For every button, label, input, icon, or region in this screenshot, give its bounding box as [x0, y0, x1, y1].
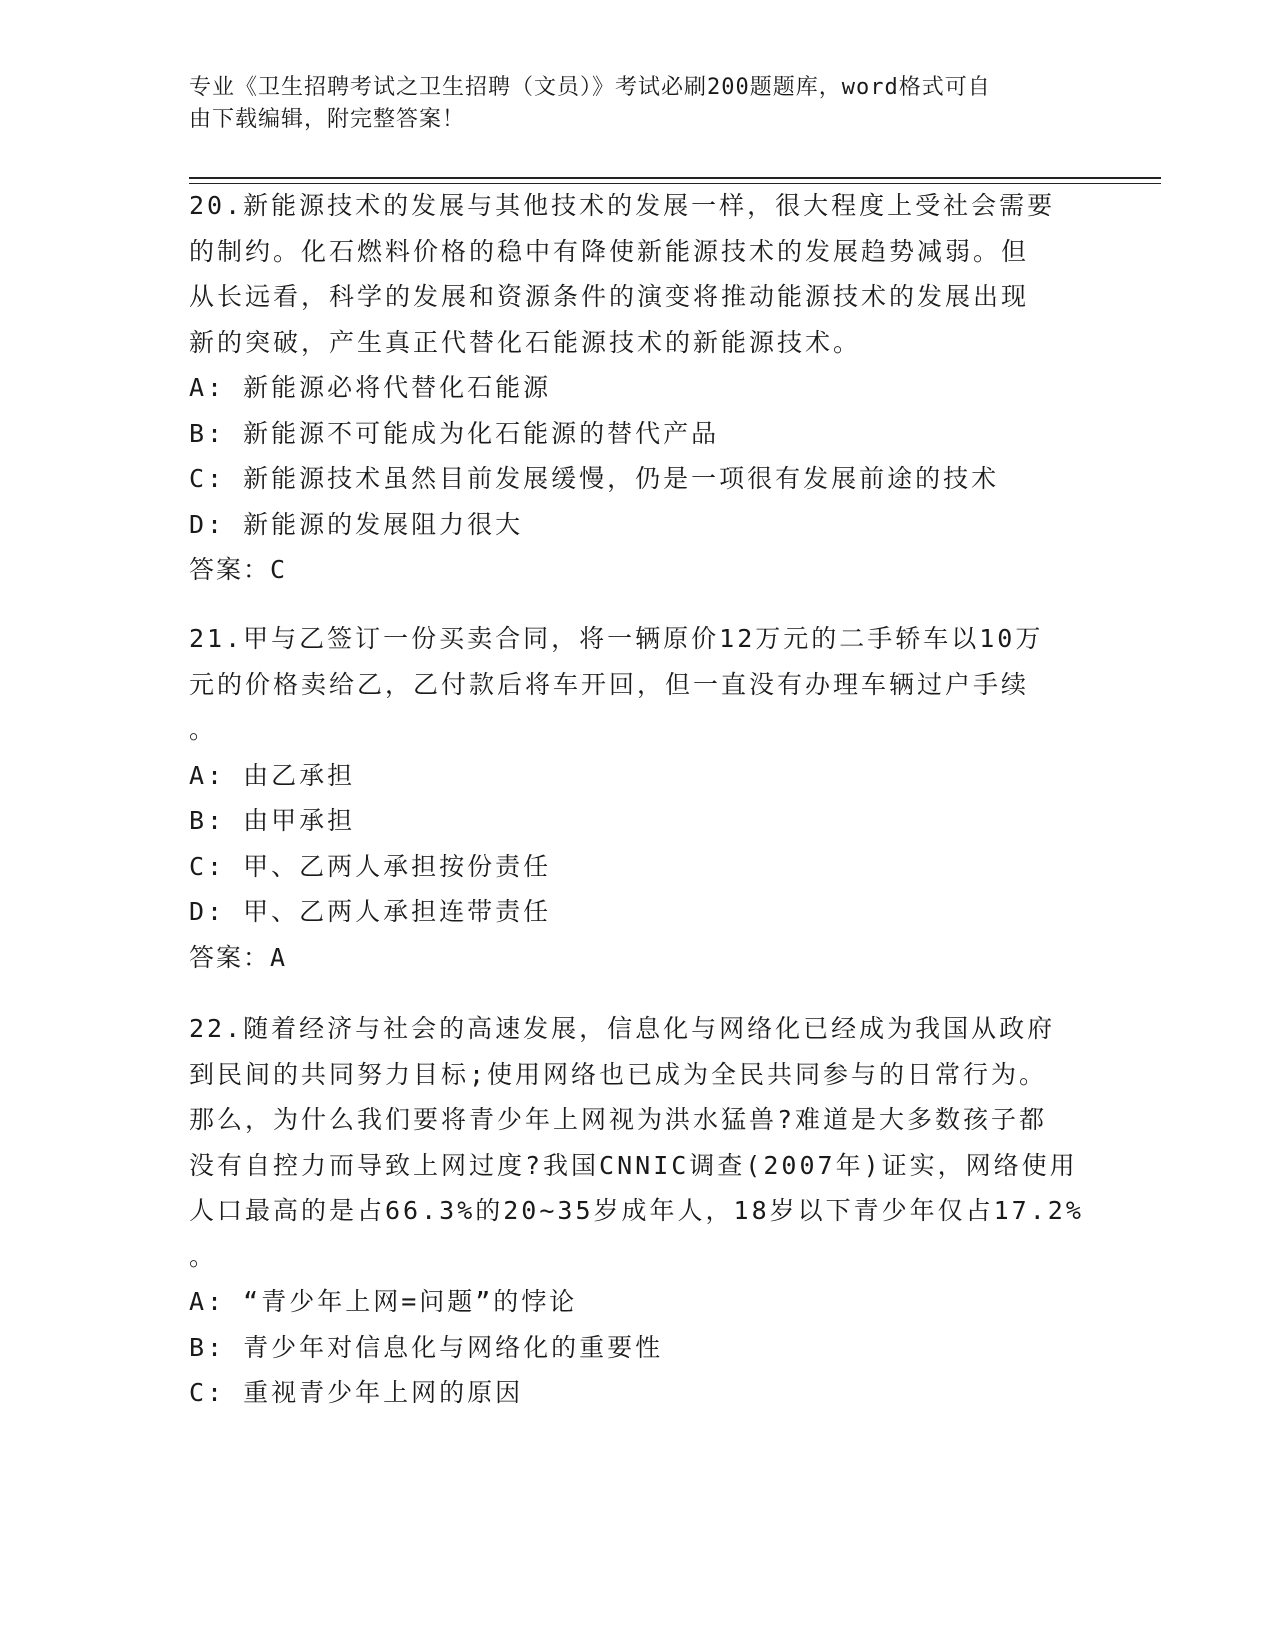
question-stem: 22.随着经济与社会的高速发展，信息化与网络化已经成为我国从政府 到民间的共同努力目标;使用网络也已成为全民共同参与的日常行为。 那么，为什么我们要将青少年上网视为洪水猛兽?难道是大多数孩子都 没有自控力而导致上网过度?我国CNNIC调查(2007年)证实，网络使用 人口最高的是占66.3%的20~35岁成年人，18岁以下青少年仅占17.2% 。 — [189, 1014, 1084, 1271]
question-21 — [189, 616, 1089, 980]
question-stem: 20.新能源技术的发展与其他技术的发展一样，很大程度上受社会需要 的制约。化石燃料价格的稳中有降使新能源技术的发展趋势减弱。但 从长远看，科学的发展和资源条件的演变将推动能源技术的发展出现 新的突破，产生真正代替化石能源技术的新能源技术。 — [189, 191, 1056, 357]
question-20 — [189, 183, 1089, 593]
question-stem: 21.甲与乙签订一份买卖合同，将一辆原价12万元的二手轿车以10万 元的价格卖给乙，乙付款后将车开回，但一直没有办理车辆过户手续 。 — [189, 624, 1044, 744]
answer-value: A — [270, 942, 288, 972]
header-rule-thick — [189, 177, 1161, 179]
option-d: D: 新能源的发展阻力很大 — [189, 509, 524, 539]
option-b: B: 新能源不可能成为化石能源的替代产品 — [189, 418, 720, 448]
option-d: D: 甲、乙两人承担连带责任 — [189, 897, 552, 926]
answer-label: 答案： — [189, 942, 271, 972]
answer-label: 答案： — [189, 555, 271, 584]
option-c: C: 重视青少年上网的原因 — [189, 1378, 524, 1407]
question-22 — [189, 1006, 1089, 1416]
option-a: A: “青少年上网=问题”的悖论 — [189, 1287, 578, 1316]
answer-value: C — [270, 555, 288, 584]
answer-line — [189, 935, 1089, 981]
option-c: C: 新能源技术虽然目前发展缓慢，仍是一项很有发展前途的技术 — [189, 464, 1000, 493]
option-a: A: 由乙承担 — [189, 760, 356, 790]
option-a: A: 新能源必将代替化石能源 — [189, 373, 552, 402]
document-header: 专业《卫生招聘考试之卫生招聘（文员）》考试必刷200题题库，word格式可自 由下载编辑，附完整答案！ — [189, 75, 991, 132]
option-b: B: 青少年对信息化与网络化的重要性 — [189, 1332, 664, 1362]
option-b: B: 由甲承担 — [189, 806, 356, 835]
option-c: C: 甲、乙两人承担按份责任 — [189, 851, 552, 881]
answer-line — [189, 547, 1089, 593]
